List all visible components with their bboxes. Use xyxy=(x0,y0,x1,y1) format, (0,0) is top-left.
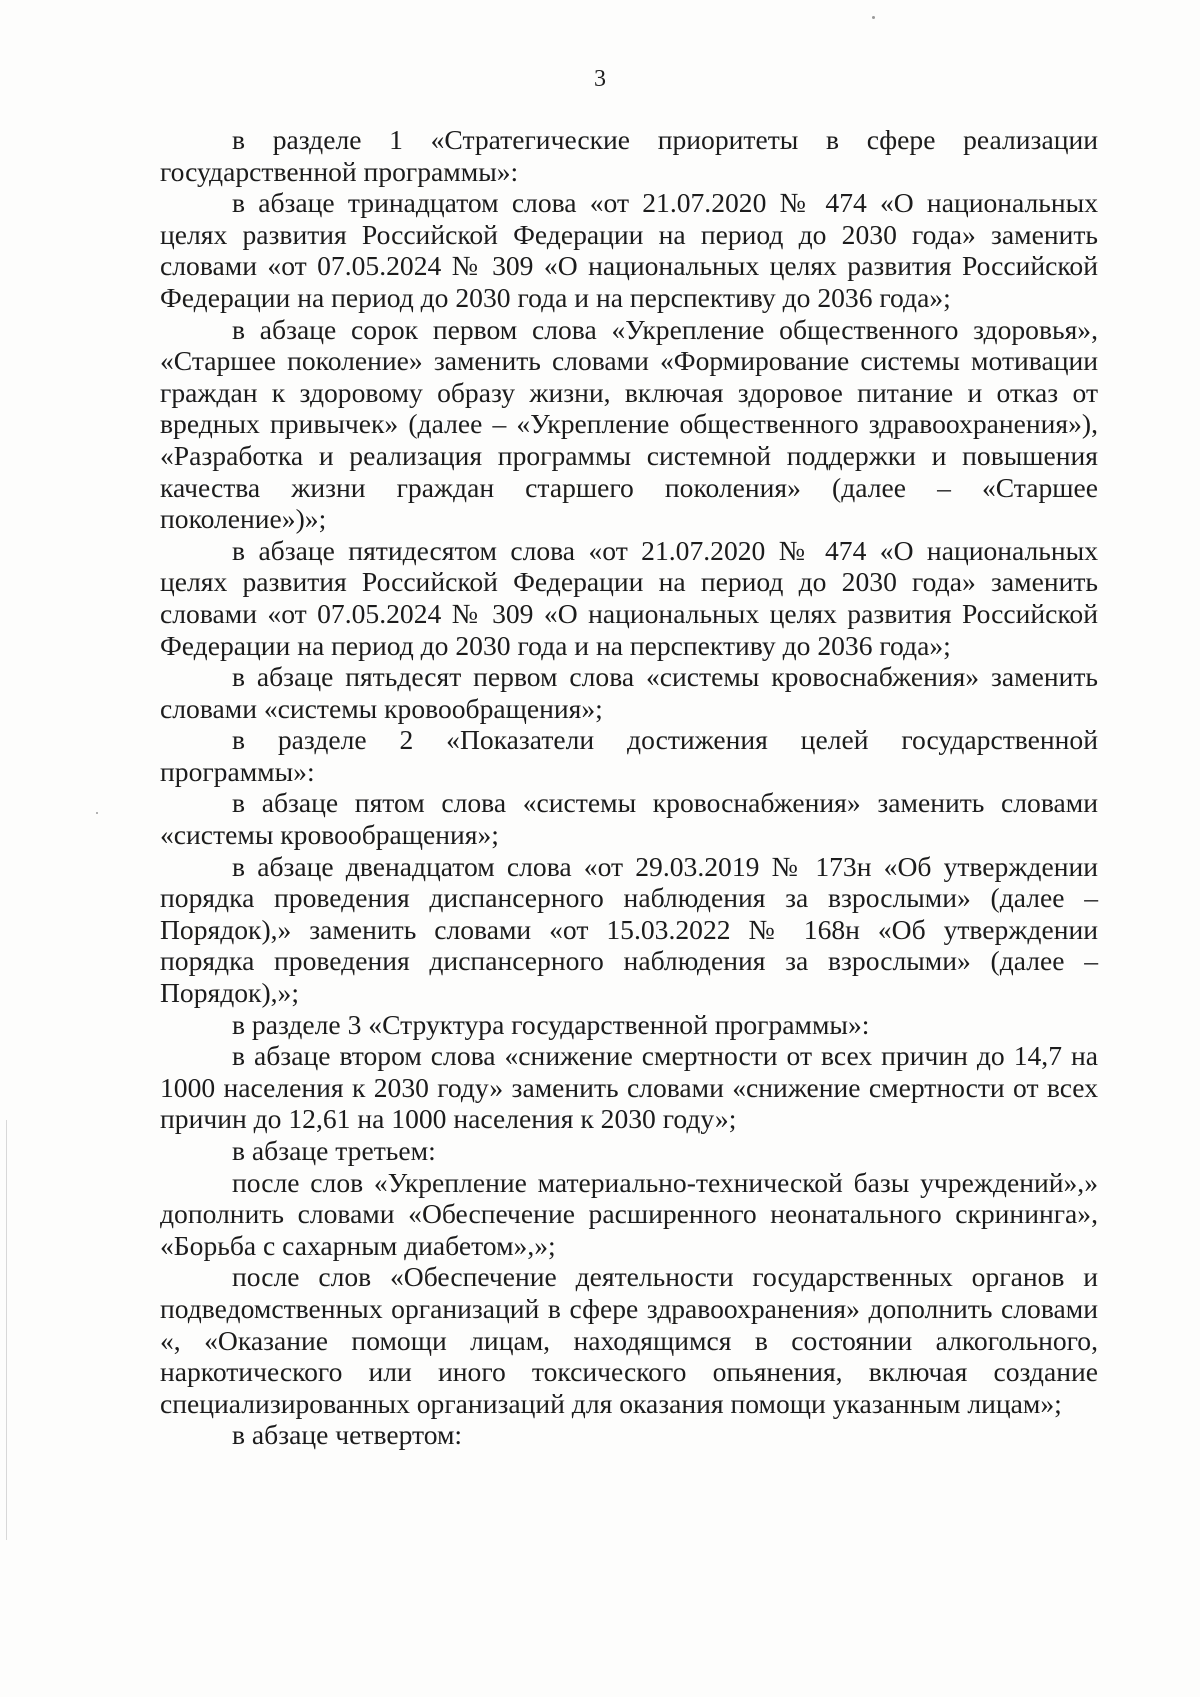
document-body xyxy=(160,124,1098,1451)
paragraph: в разделе 1 «Стратегические приоритеты в сфере реализации государственной программы»: xyxy=(160,124,1098,187)
paragraph: в абзаце втором слова «снижение смертности от всех причин до 14,7 на 1000 населения к 2030 году» заменить словами «снижение смертности от всех причин до 12,61 на 1000 населения к 2030 году»; xyxy=(160,1040,1098,1135)
paragraph: в абзаце четвертом: xyxy=(232,1419,463,1451)
scan-speck xyxy=(96,812,98,814)
paragraph: в абзаце тринадцатом слова «от 21.07.2020 № 474 «О национальных целях развития Российской Федерации на период до 2030 года» заменить словами «от 07.05.2024 № 309 «О национальных целях развития Российской Федерации на период до 2030 года и на перспективу до 2036 года»; xyxy=(160,187,1098,313)
paragraph: после слов «Укрепление материально-технической базы учреждений»,» дополнить словами «Обеспечение расширенного неонатального скрининга», «Борьба с сахарным диабетом»,»; xyxy=(160,1166,1098,1261)
paragraph: в абзаце пятидесятом слова «от 21.07.2020 № 474 «О национальных целях развития Российской Федерации на период до 2030 года» заменить словами «от 07.05.2024 № 309 «О национальных целях развития Российской Федерации на период до 2030 года и на перспективу до 2036 года»; xyxy=(160,534,1098,661)
paragraph: в разделе 3 «Структура государственной программы»: xyxy=(232,1008,870,1040)
paragraph: в абзаце пятом слова «системы кровоснабжения» заменить словами «системы кровообращения»; xyxy=(160,787,1098,851)
paragraph: в абзаце сорок первом слова «Укрепление общественного здоровья», «Старшее поколение» заменить словами «Формирование системы мотивации граждан к здоровому образу жизни, включая здоровое питание и отказ от вредных привычек» (далее – «Укрепление общественного здравоохранения»), «Разработка и реализация программы системной поддержки и повышения качества жизни граждан старшего поколения» (далее – «Старшее поколение»)»; xyxy=(160,313,1098,535)
scan-speck xyxy=(872,16,875,19)
paragraph: после слов «Обеспечение деятельности государственных органов и подведомственных организаций в сфере здравоохранения» дополнить словами «, «Оказание помощи лицам, находящимся в состоянии алкогольного, наркотического или иного токсического опьянения, включая создание специализированных организаций для оказания помощи указанным лицам»; xyxy=(160,1261,1098,1419)
paragraph: в абзаце третьем: xyxy=(232,1135,436,1166)
scan-edge-line xyxy=(6,1120,7,1540)
page-number: 3 xyxy=(594,66,606,92)
paragraph: в абзаце пятьдесят первом слова «системы кровоснабжения» заменить словами «системы кровообращения»; xyxy=(160,661,1098,724)
paragraph: в разделе 2 «Показатели достижения целей государственной программы»: xyxy=(160,724,1098,787)
paragraph: в абзаце двенадцатом слова «от 29.03.2019 № 173н «Об утверждении порядка проведения диспансерного наблюдения за взрослыми» (далее – Порядок),» заменить словами «от 15.03.2022 № 168н «Об утверждении порядка проведения диспансерного наблюдения за взрослыми» (далее – Порядок),»; xyxy=(160,850,1098,1009)
